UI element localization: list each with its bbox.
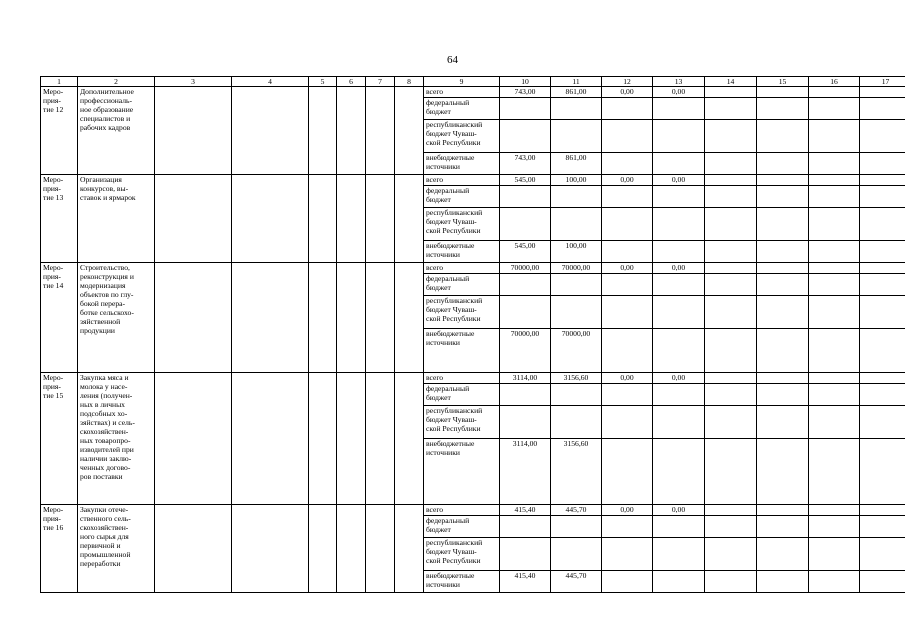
table-row xyxy=(41,175,905,186)
column-header-16: 16 xyxy=(809,77,860,87)
empty-cell-col17 xyxy=(860,329,905,373)
empty-cell-col4 xyxy=(232,373,309,505)
empty-cell-col6 xyxy=(337,263,366,373)
page-number: 64 xyxy=(447,54,458,66)
column-header-13: 13 xyxy=(653,77,705,87)
measure-label: Меро- прия- тие 15 xyxy=(41,373,78,505)
value-col10: 3114,00 xyxy=(500,373,551,384)
funding-source: республиканский бюджет Чуваш- ской Республики xyxy=(424,538,500,571)
table-row xyxy=(41,373,905,384)
value-col12 xyxy=(602,384,653,406)
empty-cell-col17 xyxy=(860,208,905,241)
column-header-11: 11 xyxy=(551,77,602,87)
empty-cell-col16 xyxy=(809,208,860,241)
value-col10: 3114,00 xyxy=(500,439,551,505)
empty-cell-col14 xyxy=(705,175,757,186)
value-col12 xyxy=(602,98,653,120)
empty-cell-col15 xyxy=(757,208,809,241)
value-col11: 861,00 xyxy=(551,153,602,175)
empty-cell-col4 xyxy=(232,87,309,175)
empty-cell-col14 xyxy=(705,329,757,373)
empty-cell-col6 xyxy=(337,373,366,505)
column-header-6: 6 xyxy=(337,77,366,87)
value-col13 xyxy=(653,98,705,120)
value-col13 xyxy=(653,571,705,593)
empty-cell-col16 xyxy=(809,571,860,593)
empty-cell-col3 xyxy=(155,175,232,263)
empty-cell-col17 xyxy=(860,373,905,384)
measure-label: Меро- прия- тие 13 xyxy=(41,175,78,263)
value-col10: 70000,00 xyxy=(500,263,551,274)
empty-cell-col8 xyxy=(395,263,424,373)
empty-cell-col17 xyxy=(860,175,905,186)
empty-cell-col17 xyxy=(860,153,905,175)
value-col11: 445,70 xyxy=(551,505,602,516)
value-col12 xyxy=(602,274,653,296)
value-col10 xyxy=(500,296,551,329)
empty-cell-col14 xyxy=(705,384,757,406)
value-col13 xyxy=(653,208,705,241)
table-row xyxy=(41,87,905,98)
empty-cell-col15 xyxy=(757,296,809,329)
column-header-14: 14 xyxy=(705,77,757,87)
empty-cell-col16 xyxy=(809,384,860,406)
empty-cell-col8 xyxy=(395,87,424,175)
empty-cell-col16 xyxy=(809,98,860,120)
value-col12: 0,00 xyxy=(602,263,653,274)
funding-source: всего xyxy=(424,373,500,384)
empty-cell-col16 xyxy=(809,175,860,186)
value-col10 xyxy=(500,120,551,153)
measure-label: Меро- прия- тие 12 xyxy=(41,87,78,175)
empty-cell-col3 xyxy=(155,87,232,175)
empty-cell-col14 xyxy=(705,153,757,175)
empty-cell-col14 xyxy=(705,406,757,439)
empty-cell-col6 xyxy=(337,87,366,175)
empty-cell-col15 xyxy=(757,516,809,538)
empty-cell-col17 xyxy=(860,538,905,571)
value-col10 xyxy=(500,98,551,120)
empty-cell-col17 xyxy=(860,406,905,439)
empty-cell-col15 xyxy=(757,274,809,296)
empty-cell-col14 xyxy=(705,571,757,593)
column-header-17: 17 xyxy=(860,77,905,87)
funding-source: внебюджетные источники xyxy=(424,241,500,263)
empty-cell-col16 xyxy=(809,296,860,329)
empty-cell-col14 xyxy=(705,505,757,516)
empty-cell-col7 xyxy=(366,263,395,373)
measure-name: Закупка мяса и молока у насе- ления (получен- ных в личных подсобных хо- зяйствах) и сель- скохозяйствен- ных товаропро- изводителей при наличии заклю- ченных догово- ров поставки xyxy=(78,373,155,505)
column-header-7: 7 xyxy=(366,77,395,87)
empty-cell-col16 xyxy=(809,538,860,571)
empty-cell-col4 xyxy=(232,175,309,263)
value-col12: 0,00 xyxy=(602,373,653,384)
measure-name: Закупки отече- ственного сель- скохозяйствен- ного сырья для первичной и промышленной переработки xyxy=(78,505,155,593)
value-col12 xyxy=(602,208,653,241)
empty-cell-col14 xyxy=(705,98,757,120)
empty-cell-col4 xyxy=(232,263,309,373)
value-col11 xyxy=(551,98,602,120)
empty-cell-col15 xyxy=(757,538,809,571)
empty-cell-col14 xyxy=(705,241,757,263)
empty-cell-col7 xyxy=(366,505,395,593)
funding-source: республиканский бюджет Чуваш- ской Республики xyxy=(424,296,500,329)
value-col13 xyxy=(653,186,705,208)
funding-source: республиканский бюджет Чуваш- ской Республики xyxy=(424,208,500,241)
empty-cell-col8 xyxy=(395,373,424,505)
empty-cell-col17 xyxy=(860,384,905,406)
funding-source: всего xyxy=(424,87,500,98)
value-col11: 70000,00 xyxy=(551,329,602,373)
empty-cell-col6 xyxy=(337,175,366,263)
funding-source: внебюджетные источники xyxy=(424,571,500,593)
value-col13 xyxy=(653,538,705,571)
empty-cell-col16 xyxy=(809,274,860,296)
value-col12 xyxy=(602,571,653,593)
empty-cell-col14 xyxy=(705,208,757,241)
value-col12 xyxy=(602,329,653,373)
empty-cell-col8 xyxy=(395,175,424,263)
empty-cell-col16 xyxy=(809,329,860,373)
funding-source: федеральный бюджет xyxy=(424,274,500,296)
funding-source: федеральный бюджет xyxy=(424,516,500,538)
column-header-1: 1 xyxy=(41,77,78,87)
value-col13 xyxy=(653,120,705,153)
value-col11: 100,00 xyxy=(551,175,602,186)
empty-cell-col5 xyxy=(309,175,337,263)
value-col13: 0,00 xyxy=(653,373,705,384)
empty-cell-col17 xyxy=(860,120,905,153)
value-col11 xyxy=(551,296,602,329)
value-col11 xyxy=(551,406,602,439)
empty-cell-col15 xyxy=(757,329,809,373)
empty-cell-col16 xyxy=(809,87,860,98)
empty-cell-col14 xyxy=(705,516,757,538)
empty-cell-col16 xyxy=(809,153,860,175)
empty-cell-col5 xyxy=(309,263,337,373)
value-col10 xyxy=(500,516,551,538)
empty-cell-col15 xyxy=(757,153,809,175)
funding-source: всего xyxy=(424,263,500,274)
empty-cell-col3 xyxy=(155,263,232,373)
value-col10 xyxy=(500,208,551,241)
value-col12: 0,00 xyxy=(602,87,653,98)
funding-source: всего xyxy=(424,175,500,186)
empty-cell-col15 xyxy=(757,406,809,439)
empty-cell-col14 xyxy=(705,87,757,98)
value-col10: 545,00 xyxy=(500,175,551,186)
budget-table xyxy=(40,76,905,593)
value-col10: 545,00 xyxy=(500,241,551,263)
value-col11 xyxy=(551,208,602,241)
empty-cell-col17 xyxy=(860,87,905,98)
funding-source: внебюджетные источники xyxy=(424,153,500,175)
empty-cell-col15 xyxy=(757,263,809,274)
column-header-3: 3 xyxy=(155,77,232,87)
value-col10 xyxy=(500,406,551,439)
table-row xyxy=(41,505,905,516)
value-col12 xyxy=(602,296,653,329)
value-col12 xyxy=(602,406,653,439)
empty-cell-col16 xyxy=(809,505,860,516)
value-col13 xyxy=(653,274,705,296)
value-col10: 743,00 xyxy=(500,87,551,98)
value-col13 xyxy=(653,406,705,439)
empty-cell-col15 xyxy=(757,175,809,186)
measure-name: Организация конкурсов, вы- ставок и ярмарок xyxy=(78,175,155,263)
empty-cell-col14 xyxy=(705,439,757,505)
empty-cell-col17 xyxy=(860,571,905,593)
empty-cell-col16 xyxy=(809,516,860,538)
measure-name: Дополнительное профессиональ- ное образование специалистов и рабочих кадров xyxy=(78,87,155,175)
value-col12 xyxy=(602,516,653,538)
empty-cell-col4 xyxy=(232,505,309,593)
empty-cell-col17 xyxy=(860,296,905,329)
empty-cell-col17 xyxy=(860,98,905,120)
value-col10: 415,40 xyxy=(500,571,551,593)
empty-cell-col3 xyxy=(155,373,232,505)
value-col13: 0,00 xyxy=(653,505,705,516)
empty-cell-col7 xyxy=(366,373,395,505)
value-col10 xyxy=(500,274,551,296)
funding-source: федеральный бюджет xyxy=(424,186,500,208)
value-col12 xyxy=(602,241,653,263)
empty-cell-col15 xyxy=(757,241,809,263)
empty-cell-col15 xyxy=(757,505,809,516)
value-col13 xyxy=(653,241,705,263)
funding-source: всего xyxy=(424,505,500,516)
empty-cell-col15 xyxy=(757,571,809,593)
column-header-12: 12 xyxy=(602,77,653,87)
empty-cell-col16 xyxy=(809,373,860,384)
value-col11: 861,00 xyxy=(551,87,602,98)
column-header-4: 4 xyxy=(232,77,309,87)
value-col11 xyxy=(551,384,602,406)
value-col13: 0,00 xyxy=(653,175,705,186)
empty-cell-col17 xyxy=(860,263,905,274)
empty-cell-col16 xyxy=(809,241,860,263)
empty-cell-col15 xyxy=(757,87,809,98)
empty-cell-col8 xyxy=(395,505,424,593)
value-col10: 743,00 xyxy=(500,153,551,175)
value-col11: 70000,00 xyxy=(551,263,602,274)
measure-label: Меро- прия- тие 16 xyxy=(41,505,78,593)
value-col12 xyxy=(602,538,653,571)
value-col12: 0,00 xyxy=(602,505,653,516)
empty-cell-col17 xyxy=(860,439,905,505)
empty-cell-col17 xyxy=(860,274,905,296)
empty-cell-col16 xyxy=(809,406,860,439)
value-col12 xyxy=(602,120,653,153)
value-col11: 100,00 xyxy=(551,241,602,263)
funding-source: внебюджетные источники xyxy=(424,439,500,505)
empty-cell-col14 xyxy=(705,538,757,571)
empty-cell-col14 xyxy=(705,274,757,296)
column-header-5: 5 xyxy=(309,77,337,87)
value-col10 xyxy=(500,384,551,406)
value-col13 xyxy=(653,439,705,505)
empty-cell-col6 xyxy=(337,505,366,593)
value-col10 xyxy=(500,186,551,208)
value-col13: 0,00 xyxy=(653,87,705,98)
measure-label: Меро- прия- тие 14 xyxy=(41,263,78,373)
value-col11: 3156,60 xyxy=(551,373,602,384)
empty-cell-col5 xyxy=(309,87,337,175)
empty-cell-col15 xyxy=(757,373,809,384)
funding-source: республиканский бюджет Чуваш- ской Республики xyxy=(424,120,500,153)
empty-cell-col17 xyxy=(860,516,905,538)
header-row xyxy=(41,77,905,87)
funding-source: республиканский бюджет Чуваш- ской Республики xyxy=(424,406,500,439)
empty-cell-col14 xyxy=(705,120,757,153)
empty-cell-col15 xyxy=(757,120,809,153)
value-col11 xyxy=(551,516,602,538)
column-header-2: 2 xyxy=(78,77,155,87)
value-col11 xyxy=(551,274,602,296)
column-header-15: 15 xyxy=(757,77,809,87)
value-col11 xyxy=(551,120,602,153)
value-col11: 3156,60 xyxy=(551,439,602,505)
value-col13 xyxy=(653,384,705,406)
empty-cell-col15 xyxy=(757,384,809,406)
empty-cell-col5 xyxy=(309,505,337,593)
empty-cell-col15 xyxy=(757,439,809,505)
column-header-8: 8 xyxy=(395,77,424,87)
value-col12 xyxy=(602,153,653,175)
value-col11 xyxy=(551,538,602,571)
value-col13: 0,00 xyxy=(653,263,705,274)
table-row xyxy=(41,263,905,274)
value-col13 xyxy=(653,296,705,329)
measure-name: Строительство, реконструкция и модернизация объектов по глу- бокой перера- ботке сельскохо- зяйственной продукции xyxy=(78,263,155,373)
empty-cell-col16 xyxy=(809,120,860,153)
funding-source: федеральный бюджет xyxy=(424,384,500,406)
empty-cell-col14 xyxy=(705,296,757,329)
funding-source: внебюджетные источники xyxy=(424,329,500,373)
value-col13 xyxy=(653,329,705,373)
empty-cell-col17 xyxy=(860,241,905,263)
value-col10 xyxy=(500,538,551,571)
empty-cell-col7 xyxy=(366,175,395,263)
value-col10: 70000,00 xyxy=(500,329,551,373)
empty-cell-col15 xyxy=(757,98,809,120)
value-col10: 415,40 xyxy=(500,505,551,516)
value-col12 xyxy=(602,186,653,208)
funding-source: федеральный бюджет xyxy=(424,98,500,120)
column-header-10: 10 xyxy=(500,77,551,87)
empty-cell-col16 xyxy=(809,439,860,505)
empty-cell-col16 xyxy=(809,263,860,274)
empty-cell-col3 xyxy=(155,505,232,593)
empty-cell-col14 xyxy=(705,373,757,384)
value-col11: 445,70 xyxy=(551,571,602,593)
column-header-9: 9 xyxy=(424,77,500,87)
empty-cell-col5 xyxy=(309,373,337,505)
empty-cell-col17 xyxy=(860,186,905,208)
empty-cell-col14 xyxy=(705,263,757,274)
empty-cell-col17 xyxy=(860,505,905,516)
value-col13 xyxy=(653,516,705,538)
value-col12 xyxy=(602,439,653,505)
empty-cell-col7 xyxy=(366,87,395,175)
empty-cell-col16 xyxy=(809,186,860,208)
value-col13 xyxy=(653,153,705,175)
value-col12: 0,00 xyxy=(602,175,653,186)
empty-cell-col15 xyxy=(757,186,809,208)
empty-cell-col14 xyxy=(705,186,757,208)
value-col11 xyxy=(551,186,602,208)
